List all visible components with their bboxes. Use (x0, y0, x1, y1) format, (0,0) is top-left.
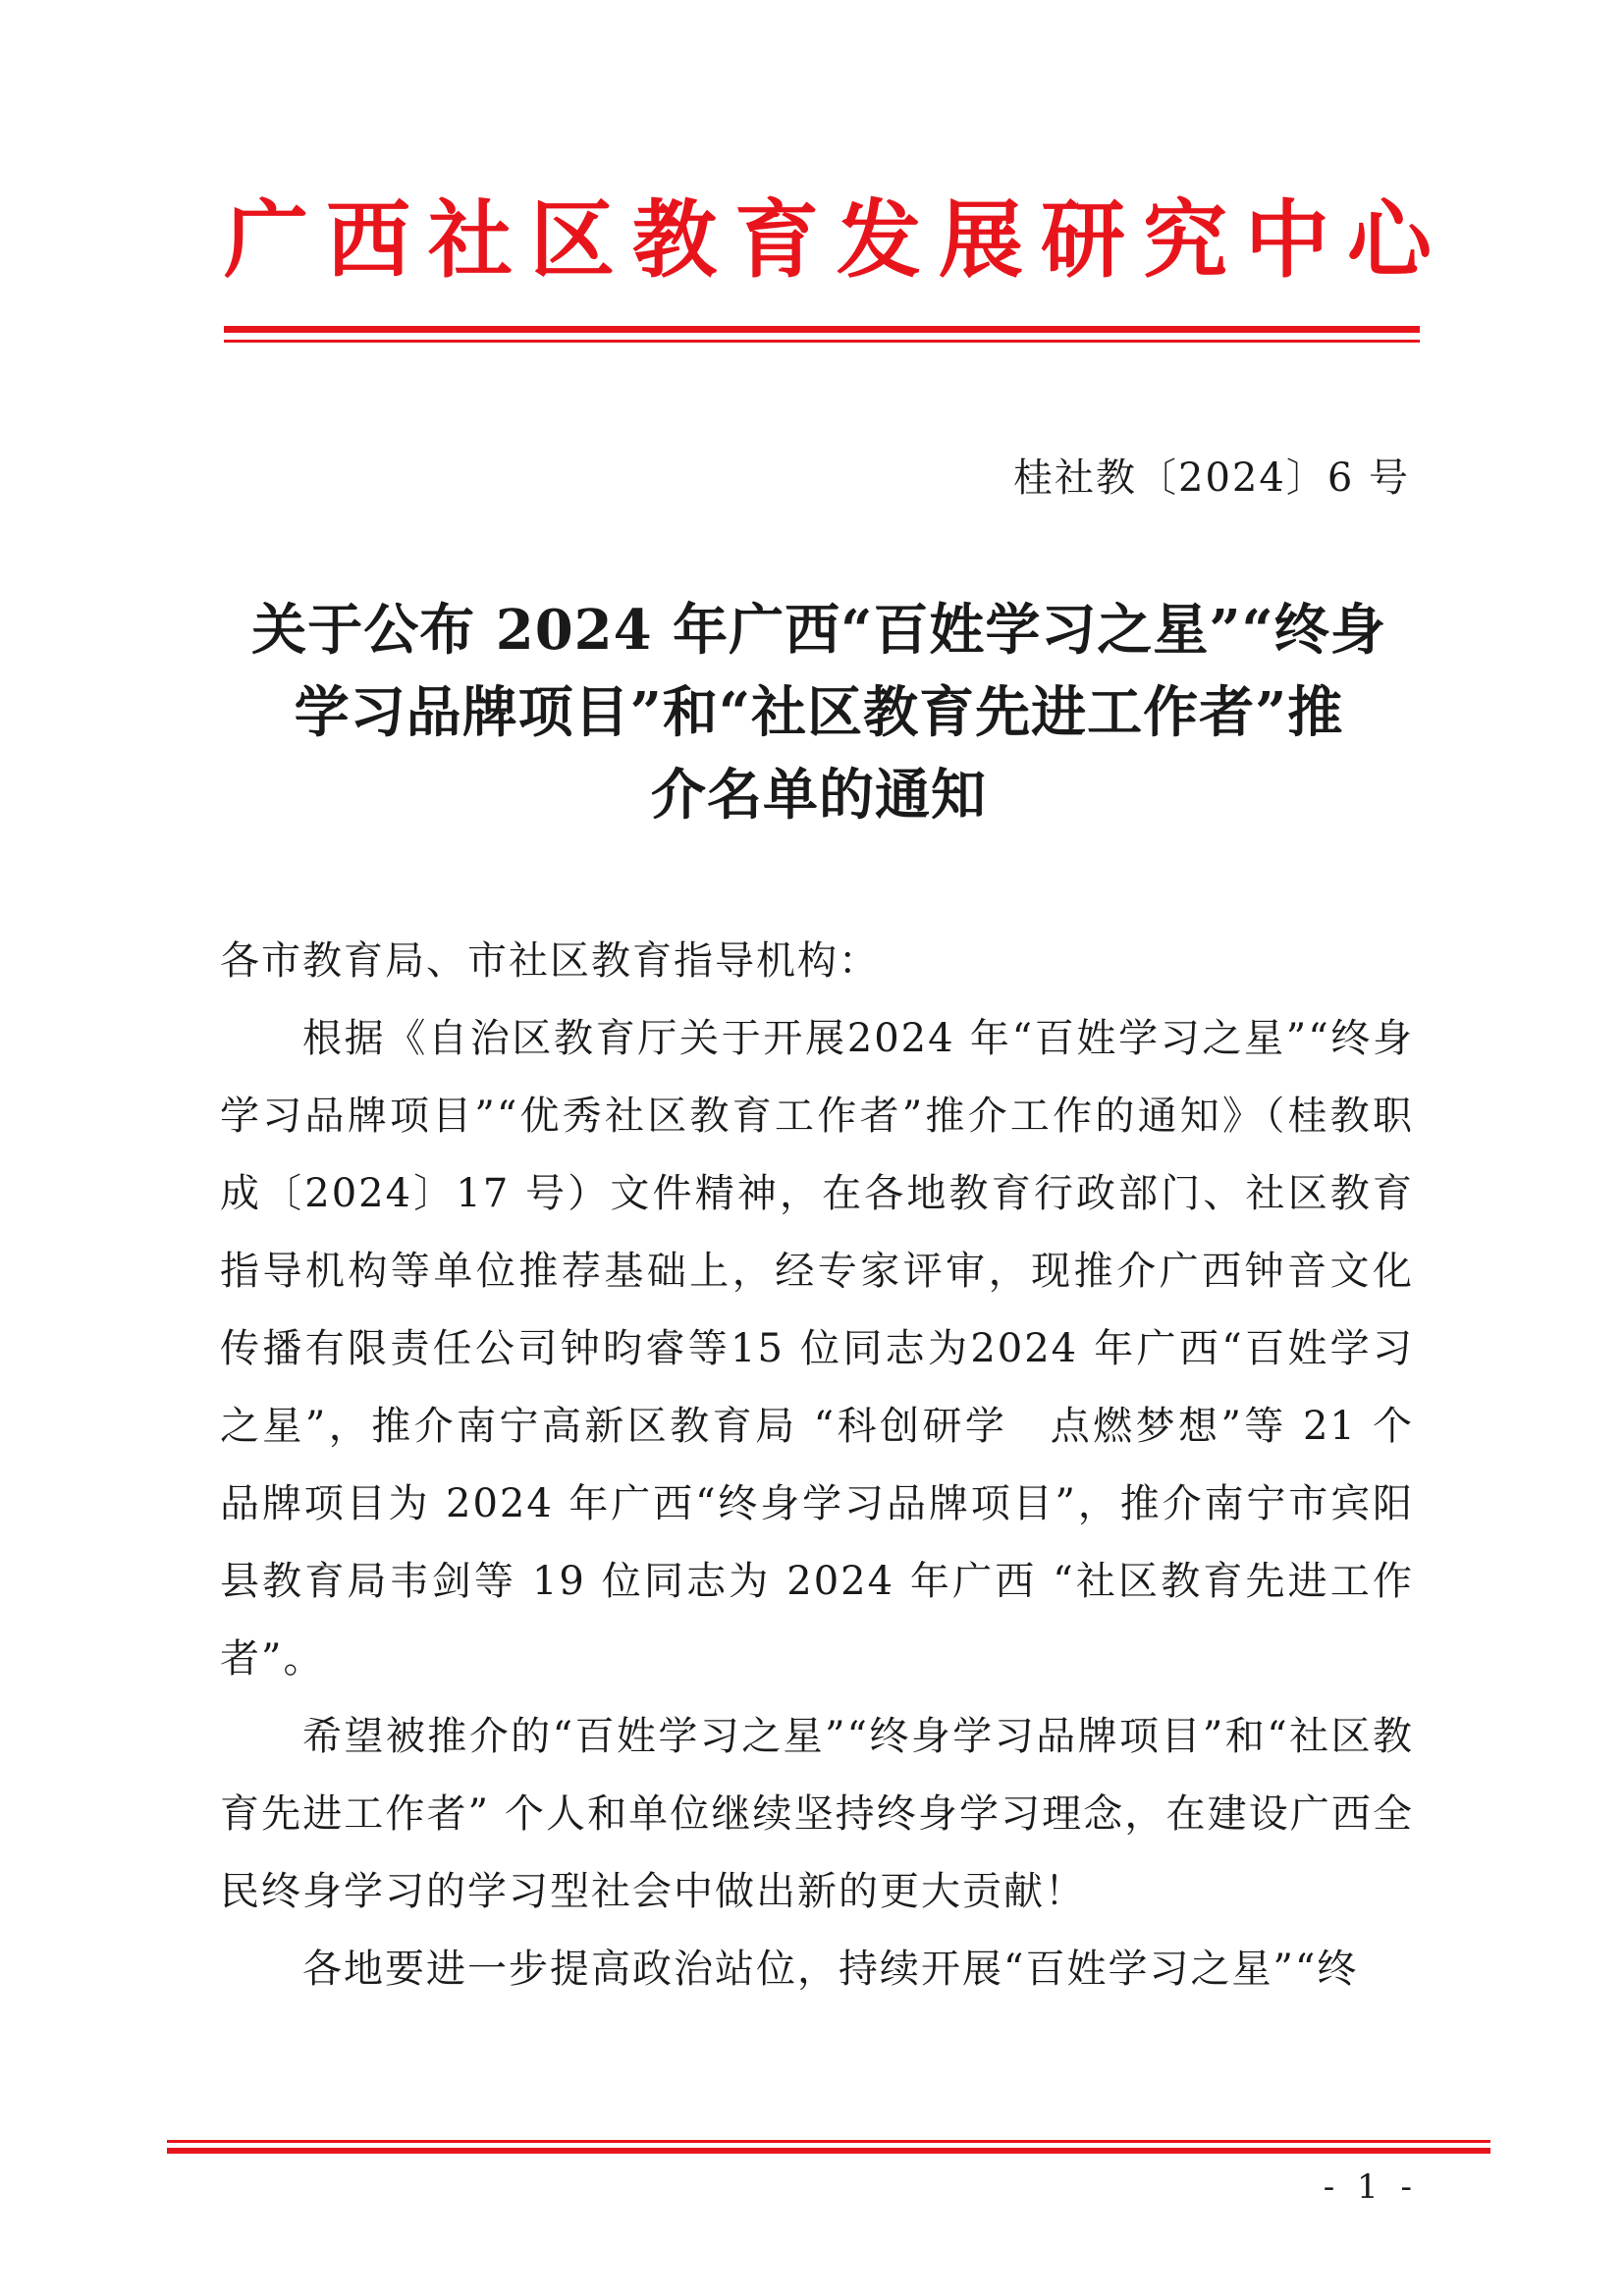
document-title-line: 介名单的通知 (651, 763, 987, 828)
body-paragraph: 各地要进一步提高政治站位，持续开展“百姓学习之星”“终 (302, 1947, 1359, 1992)
footer-rule-thick (167, 2148, 1490, 2154)
body-paragraph: 根据《自治区教育厅关于开展2024 年“百姓学习之星”“终身学习品牌项目”“优秀社区教育工作者”推介工作的通知》（桂教职成〔2024〕17 号）文件精神，在各地教育行政部门、社区教育指导机构等单位推荐基础上，经专家评审，现推介广西钟音文化传播有限责任公司钟昀睿等15 位同志为2024 年广西“百姓学习之星”，推介南宁高新区教育局 “科创研学 点燃梦想”等 21 个品牌项目为 2024 年广西“终身学习品牌项目”，推介南宁市宾阳县教育局韦剑等 19 位同志为 2024 年广西 “社区教育先进工作者”。 (220, 1016, 1414, 1682)
letterhead-org-name: 广西社区教育发展研究中心 (224, 190, 1449, 290)
document-number: 桂社教〔2024〕6 号 (1013, 455, 1410, 501)
document-body (220, 923, 1414, 2008)
footer-rule-thin (167, 2140, 1490, 2143)
document-title (220, 589, 1418, 836)
salutation: 各市教育局、市社区教育指导机构： (220, 938, 880, 984)
document-title-line: 关于公布 2024 年广西“百姓学习之星”“终身 (251, 598, 1386, 663)
body-paragraph: 希望被推介的“百姓学习之星”“终身学习品牌项目”和“社区教育先进工作者” 个人和单位继续坚持终身学习理念，在建设广西全民终身学习的学习型社会中做出新的更大贡献！ (220, 1714, 1414, 1914)
page-number: - 1 - (1323, 2167, 1418, 2207)
letterhead-rule-thin (224, 340, 1420, 343)
letterhead-rule-thick (224, 326, 1420, 333)
document-title-line: 学习品牌项目”和“社区教育先进工作者”推 (294, 680, 1344, 745)
